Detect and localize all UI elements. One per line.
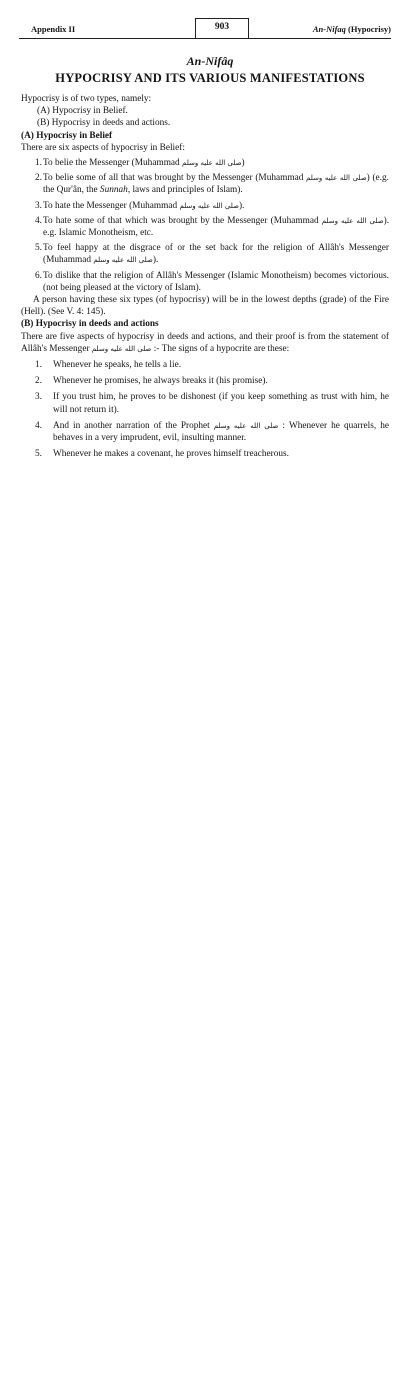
item-text: Whenever he makes a covenant, he proves himself treacherous. [53, 449, 289, 460]
item-number: 2. [35, 376, 42, 387]
intro-paragraph: Hypocrisy is of two types, namely: [21, 94, 152, 104]
section-a-closing: A person having these six types (of hypocrisy) will be in the lowest depths (grade) of the Fire (Hell). (See V. 4: 145). [21, 295, 389, 318]
list-item [21, 391, 389, 415]
item-number: 6. [35, 270, 42, 281]
list-item [21, 359, 389, 371]
item-text-part: To belie some of all that was brought by the Messenger (Muhammad [43, 173, 307, 184]
section-a-heading: (A) Hypocrisy in Belief [21, 130, 113, 141]
list-item [21, 172, 389, 196]
salutation-arabic: صلى الله عليه وسلم [93, 256, 153, 265]
item-text [43, 200, 389, 212]
header-chapter-sub: (Hypocrisy) [348, 24, 391, 34]
section-b-intro [21, 331, 389, 355]
item-text-part: To belie the Messenger (Muhammad [43, 158, 183, 169]
item-text [43, 157, 389, 169]
item-number: 5. [35, 243, 42, 254]
item-text: To dislike that the religion of Allâh's Messenger (Islamic Monotheism) becomes victorious. (not being pleased at the victory of Islam). [43, 270, 389, 293]
item-number: 4. [35, 215, 42, 226]
item-text-part: To feel happy at the disgrace of or the set back for the religion of Allâh's Messenger (Muhammad [43, 243, 389, 266]
item-text-part: ). [152, 255, 159, 266]
header-appendix-label: Appendix II [31, 24, 76, 34]
list-item [21, 200, 389, 212]
chapter-title: HYPOCRISY AND ITS VARIOUS MANIFESTATIONS [55, 71, 365, 85]
item-text: If you trust him, he proves to be dishonest (if you keep something as trust with him, he will not return it). [53, 392, 389, 415]
page-number: 903 [195, 18, 249, 38]
section-a-intro: There are six aspects of hypocrisy in Belief: [21, 142, 185, 153]
header-chapter-title [313, 24, 391, 34]
item-text [43, 215, 389, 239]
item-text [43, 242, 389, 266]
chapter-subtitle: An-Nifâq [186, 54, 234, 68]
section-b-intro-part: :- The signs of a hypocrite are these: [151, 343, 290, 354]
item-text [43, 172, 389, 196]
running-header [19, 18, 391, 39]
item-number: 1. [35, 360, 42, 371]
salutation-arabic: صلى الله عليه وسلم [182, 159, 242, 168]
type-b: (B) Hypocrisy in deeds and actions. [37, 118, 171, 129]
item-text-part: To hate some of that which was brought by the Messenger (Muhammad [43, 215, 322, 226]
list-item [21, 375, 389, 387]
item-text-part: ) (e.g. the Qur'ân, the [43, 173, 389, 196]
item-text-part: To hate the Messenger (Muhammad [43, 200, 180, 211]
salutation-arabic: صلى الله عليه وسلم [306, 174, 367, 183]
type-a: (A) Hypocrisy in Belief. [37, 106, 128, 117]
item-text-part: , laws and principles of Islam). [127, 185, 243, 196]
salutation-arabic: صلى الله عليه وسلم [91, 344, 152, 353]
item-text [53, 420, 389, 444]
body-text [21, 93, 389, 460]
list-item [21, 448, 389, 460]
list-item [21, 215, 389, 239]
item-number: 3. [35, 392, 42, 403]
section-b-intro-part: There are five aspects of hypocrisy in deeds and actions, and their proof is from the statement of Allâh's Messenger [21, 331, 389, 354]
salutation-arabic: صلى الله عليه وسلم [213, 421, 279, 430]
item-text: Whenever he speaks, he tells a lie. [53, 360, 182, 371]
section-a-list [21, 157, 389, 294]
item-number: 1. [35, 158, 42, 169]
list-item [21, 242, 389, 266]
salutation-arabic: صلى الله عليه وسلم [179, 201, 239, 210]
section-b-heading: (B) Hypocrisy in deeds and actions [21, 319, 159, 330]
item-number: 2. [35, 173, 42, 184]
item-number: 3. [35, 200, 42, 211]
item-text-italic: Sunnah [99, 185, 128, 196]
list-item [21, 270, 389, 294]
item-number: 4. [35, 420, 42, 431]
item-text-part: ). [238, 200, 245, 211]
item-number: 5. [35, 449, 42, 460]
item-text: Whenever he promises, he always breaks it (his promise). [53, 376, 268, 387]
item-text-part: And in another narration of the Prophet [53, 420, 214, 431]
item-text-part: : Whenever he quarrels, he behaves in a very imprudent, evil, insulting manner. [53, 420, 389, 444]
header-chapter-name: An-Nifaq [312, 24, 346, 34]
section-b-list [21, 359, 389, 460]
item-text-part: ) [241, 158, 245, 169]
item-text-part: ). e.g. Islamic Monotheism, etc. [43, 215, 390, 239]
list-item [21, 420, 389, 444]
salutation-arabic: صلى الله عليه وسلم [321, 216, 384, 225]
list-item [21, 157, 389, 169]
